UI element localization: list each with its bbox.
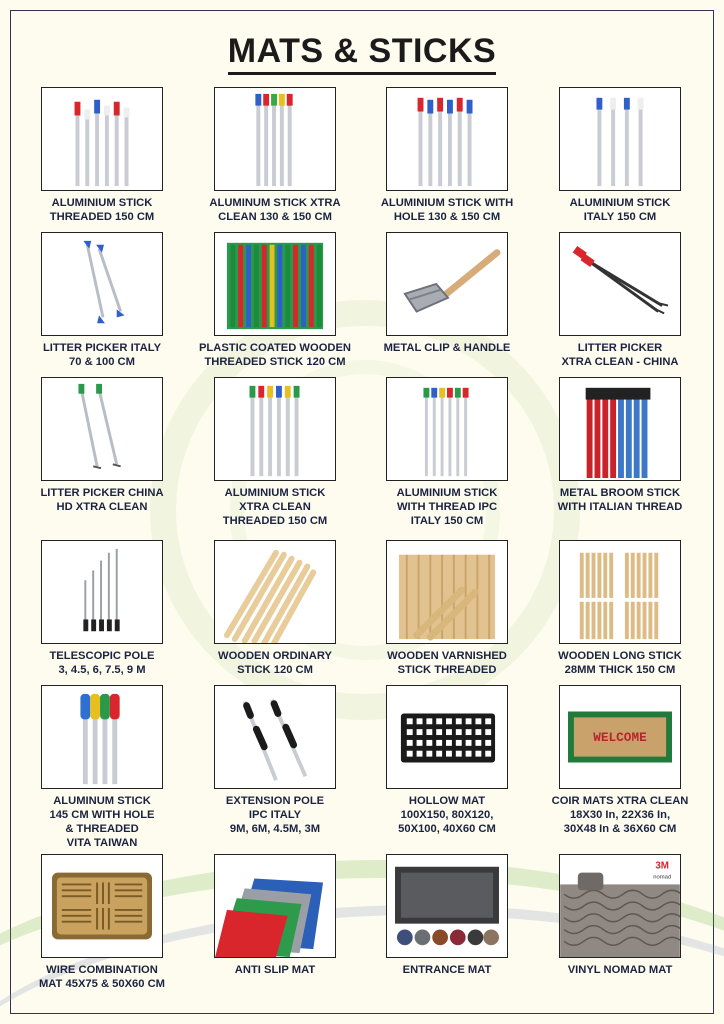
caption-line: CLEAN 130 & 150 CM (218, 211, 332, 223)
product-image (559, 685, 681, 789)
caption-line: MAT 45X75 & 50X60 CM (38, 978, 165, 990)
product-image (386, 854, 508, 958)
product-caption (17, 486, 187, 514)
litter-picker-illustration (42, 233, 162, 335)
caption-line: METAL BROOM STICK (559, 487, 681, 499)
litter-picker-xtra-illustration (560, 233, 680, 335)
extension-pole-illustration (215, 686, 335, 788)
product-image (41, 685, 163, 789)
caption-line: ENTRANCE MAT (402, 964, 492, 976)
caption-line: 28MM THICK 150 CM (564, 664, 676, 676)
product-caption (535, 486, 705, 514)
product-caption (535, 649, 705, 677)
caption-line: ALUMINIUM STICK WITH (380, 197, 514, 209)
product-caption (17, 196, 187, 224)
product-caption (190, 486, 360, 528)
caption-line: ANTI SLIP MAT (234, 964, 316, 976)
caption-line: THREADED 150 CM (222, 515, 328, 527)
product-caption (362, 486, 532, 528)
wooden-varnished-stick-illustration (387, 541, 507, 643)
product-image (559, 854, 681, 958)
caption-line: 18X30 In, 22X36 In, (569, 809, 671, 821)
product-image (41, 540, 163, 644)
caption-line: WOODEN ORDINARY (218, 650, 332, 662)
caption-line: VITA TAIWAN (66, 837, 138, 849)
coir-welcome-mat-illustration (560, 686, 680, 788)
product-image (214, 540, 336, 644)
caption-line: PLASTIC COATED WOODEN (198, 342, 352, 354)
product-caption (190, 341, 360, 369)
product-image (41, 87, 163, 191)
product-image (214, 854, 336, 958)
product-image (214, 232, 336, 336)
product-image (214, 377, 336, 481)
product-caption (17, 649, 187, 677)
product-image (386, 685, 508, 789)
wooden-ordinary-stick-illustration (215, 541, 335, 643)
aluminium-xtra-clean-illustration (215, 378, 335, 480)
telescopic-pole-illustration (42, 541, 162, 643)
metal-broom-stick-illustration (560, 378, 680, 480)
wire-combination-mat-illustration (42, 855, 162, 957)
vinyl-nomad-mat-illustration (560, 855, 680, 957)
caption-line: XTRA CLEAN - CHINA (561, 356, 679, 368)
aluminium-sticks-illustration (42, 88, 162, 190)
entrance-mat-illustration (387, 855, 507, 957)
caption-line: THREADED STICK 120 CM (204, 356, 346, 368)
page-title-text: MATS & STICKS (228, 32, 496, 75)
caption-line: TELESCOPIC POLE (49, 650, 155, 662)
product-image (41, 377, 163, 481)
caption-line: ITALY 150 CM (583, 211, 657, 223)
product-image (386, 540, 508, 644)
litter-picker-china-illustration (42, 378, 162, 480)
aluminium-thread-ipc-illustration (387, 378, 507, 480)
product-caption (535, 341, 705, 369)
product-caption (17, 341, 187, 369)
caption-line: XTRA CLEAN (239, 501, 311, 513)
product-image (41, 232, 163, 336)
caption-line: METAL CLIP & HANDLE (383, 342, 511, 354)
aluminum-sticks-illustration (215, 88, 335, 190)
product-image (214, 685, 336, 789)
product-caption (362, 196, 532, 224)
caption-line: ALUMINIUM STICK (51, 197, 153, 209)
product-image (559, 87, 681, 191)
caption-line: 50X100, 40X60 CM (398, 823, 496, 835)
aluminium-sticks-hole-illustration (387, 88, 507, 190)
product-caption (190, 196, 360, 224)
product-image (41, 854, 163, 958)
caption-line: IPC ITALY (248, 809, 302, 821)
welcome-mat-text: WELCOME (593, 729, 647, 745)
caption-line: 3, 4.5, 6, 7.5, 9 M (58, 664, 146, 676)
product-caption (17, 963, 187, 991)
caption-line: WOODEN VARNISHED (387, 650, 507, 662)
hollow-mat-illustration (387, 686, 507, 788)
caption-line: EXTENSION POLE (225, 795, 325, 807)
caption-line: ALUMINIUM STICK (224, 487, 326, 499)
product-caption (362, 649, 532, 677)
aluminium-sticks-italy-illustration (560, 88, 680, 190)
product-image (386, 232, 508, 336)
caption-line: THREADED 150 CM (49, 211, 155, 223)
anti-slip-mat-illustration (215, 855, 335, 957)
caption-line: WIRE COMBINATION (46, 964, 158, 976)
caption-line: 70 & 100 CM (69, 356, 135, 368)
product-image (559, 377, 681, 481)
caption-line: VINYL NOMAD MAT (567, 964, 673, 976)
plastic-coated-sticks-illustration (215, 233, 335, 335)
product-caption (535, 794, 705, 836)
caption-line: 30X48 In & 36X60 CM (563, 823, 677, 835)
brand-nomad-text: nomad (653, 874, 672, 881)
caption-line: COIR MATS XTRA CLEAN (551, 795, 689, 807)
caption-line: LITTER PICKER CHINA (40, 487, 164, 499)
page-title (0, 32, 724, 71)
product-caption (17, 794, 187, 850)
caption-line: HOLE 130 & 150 CM (393, 211, 501, 223)
caption-line: WOODEN LONG STICK (558, 650, 682, 662)
caption-line: ALUMINUM STICK (53, 795, 151, 807)
caption-line: 145 CM WITH HOLE (49, 809, 155, 821)
caption-line: ITALY 150 CM (410, 515, 484, 527)
caption-line: HD XTRA CLEAN (56, 501, 148, 513)
product-caption (362, 794, 532, 836)
caption-line: 9M, 6M, 4.5M, 3M (229, 823, 321, 835)
product-caption (535, 963, 705, 977)
caption-line: LITTER PICKER (577, 342, 663, 354)
metal-clip-handle-illustration (387, 233, 507, 335)
caption-line: WITH THREAD IPC (396, 501, 498, 513)
caption-line: & THREADED (65, 823, 139, 835)
caption-line: ALUMINIUM STICK (569, 197, 671, 209)
caption-line: STICK 120 CM (237, 664, 313, 676)
product-caption (535, 196, 705, 224)
caption-line: ALUMINIUM STICK (396, 487, 498, 499)
brand-3m-text: 3M (655, 860, 669, 872)
aluminum-vita-taiwan-illustration (42, 686, 162, 788)
product-caption (190, 963, 360, 977)
caption-line: 100X150, 80X120, (400, 809, 494, 821)
caption-line: HOLLOW MAT (408, 795, 486, 807)
caption-line: STICK THREADED (397, 664, 497, 676)
product-caption (190, 649, 360, 677)
caption-line: ALUMINUM STICK XTRA (209, 197, 341, 209)
product-image (386, 87, 508, 191)
wooden-long-stick-illustration (560, 541, 680, 643)
product-image (386, 377, 508, 481)
product-image (559, 540, 681, 644)
product-image (559, 232, 681, 336)
caption-line: WITH ITALIAN THREAD (557, 501, 683, 513)
product-image (214, 87, 336, 191)
product-caption (190, 794, 360, 836)
product-caption (362, 341, 532, 355)
caption-line: LITTER PICKER ITALY (42, 342, 162, 354)
product-caption (362, 963, 532, 977)
